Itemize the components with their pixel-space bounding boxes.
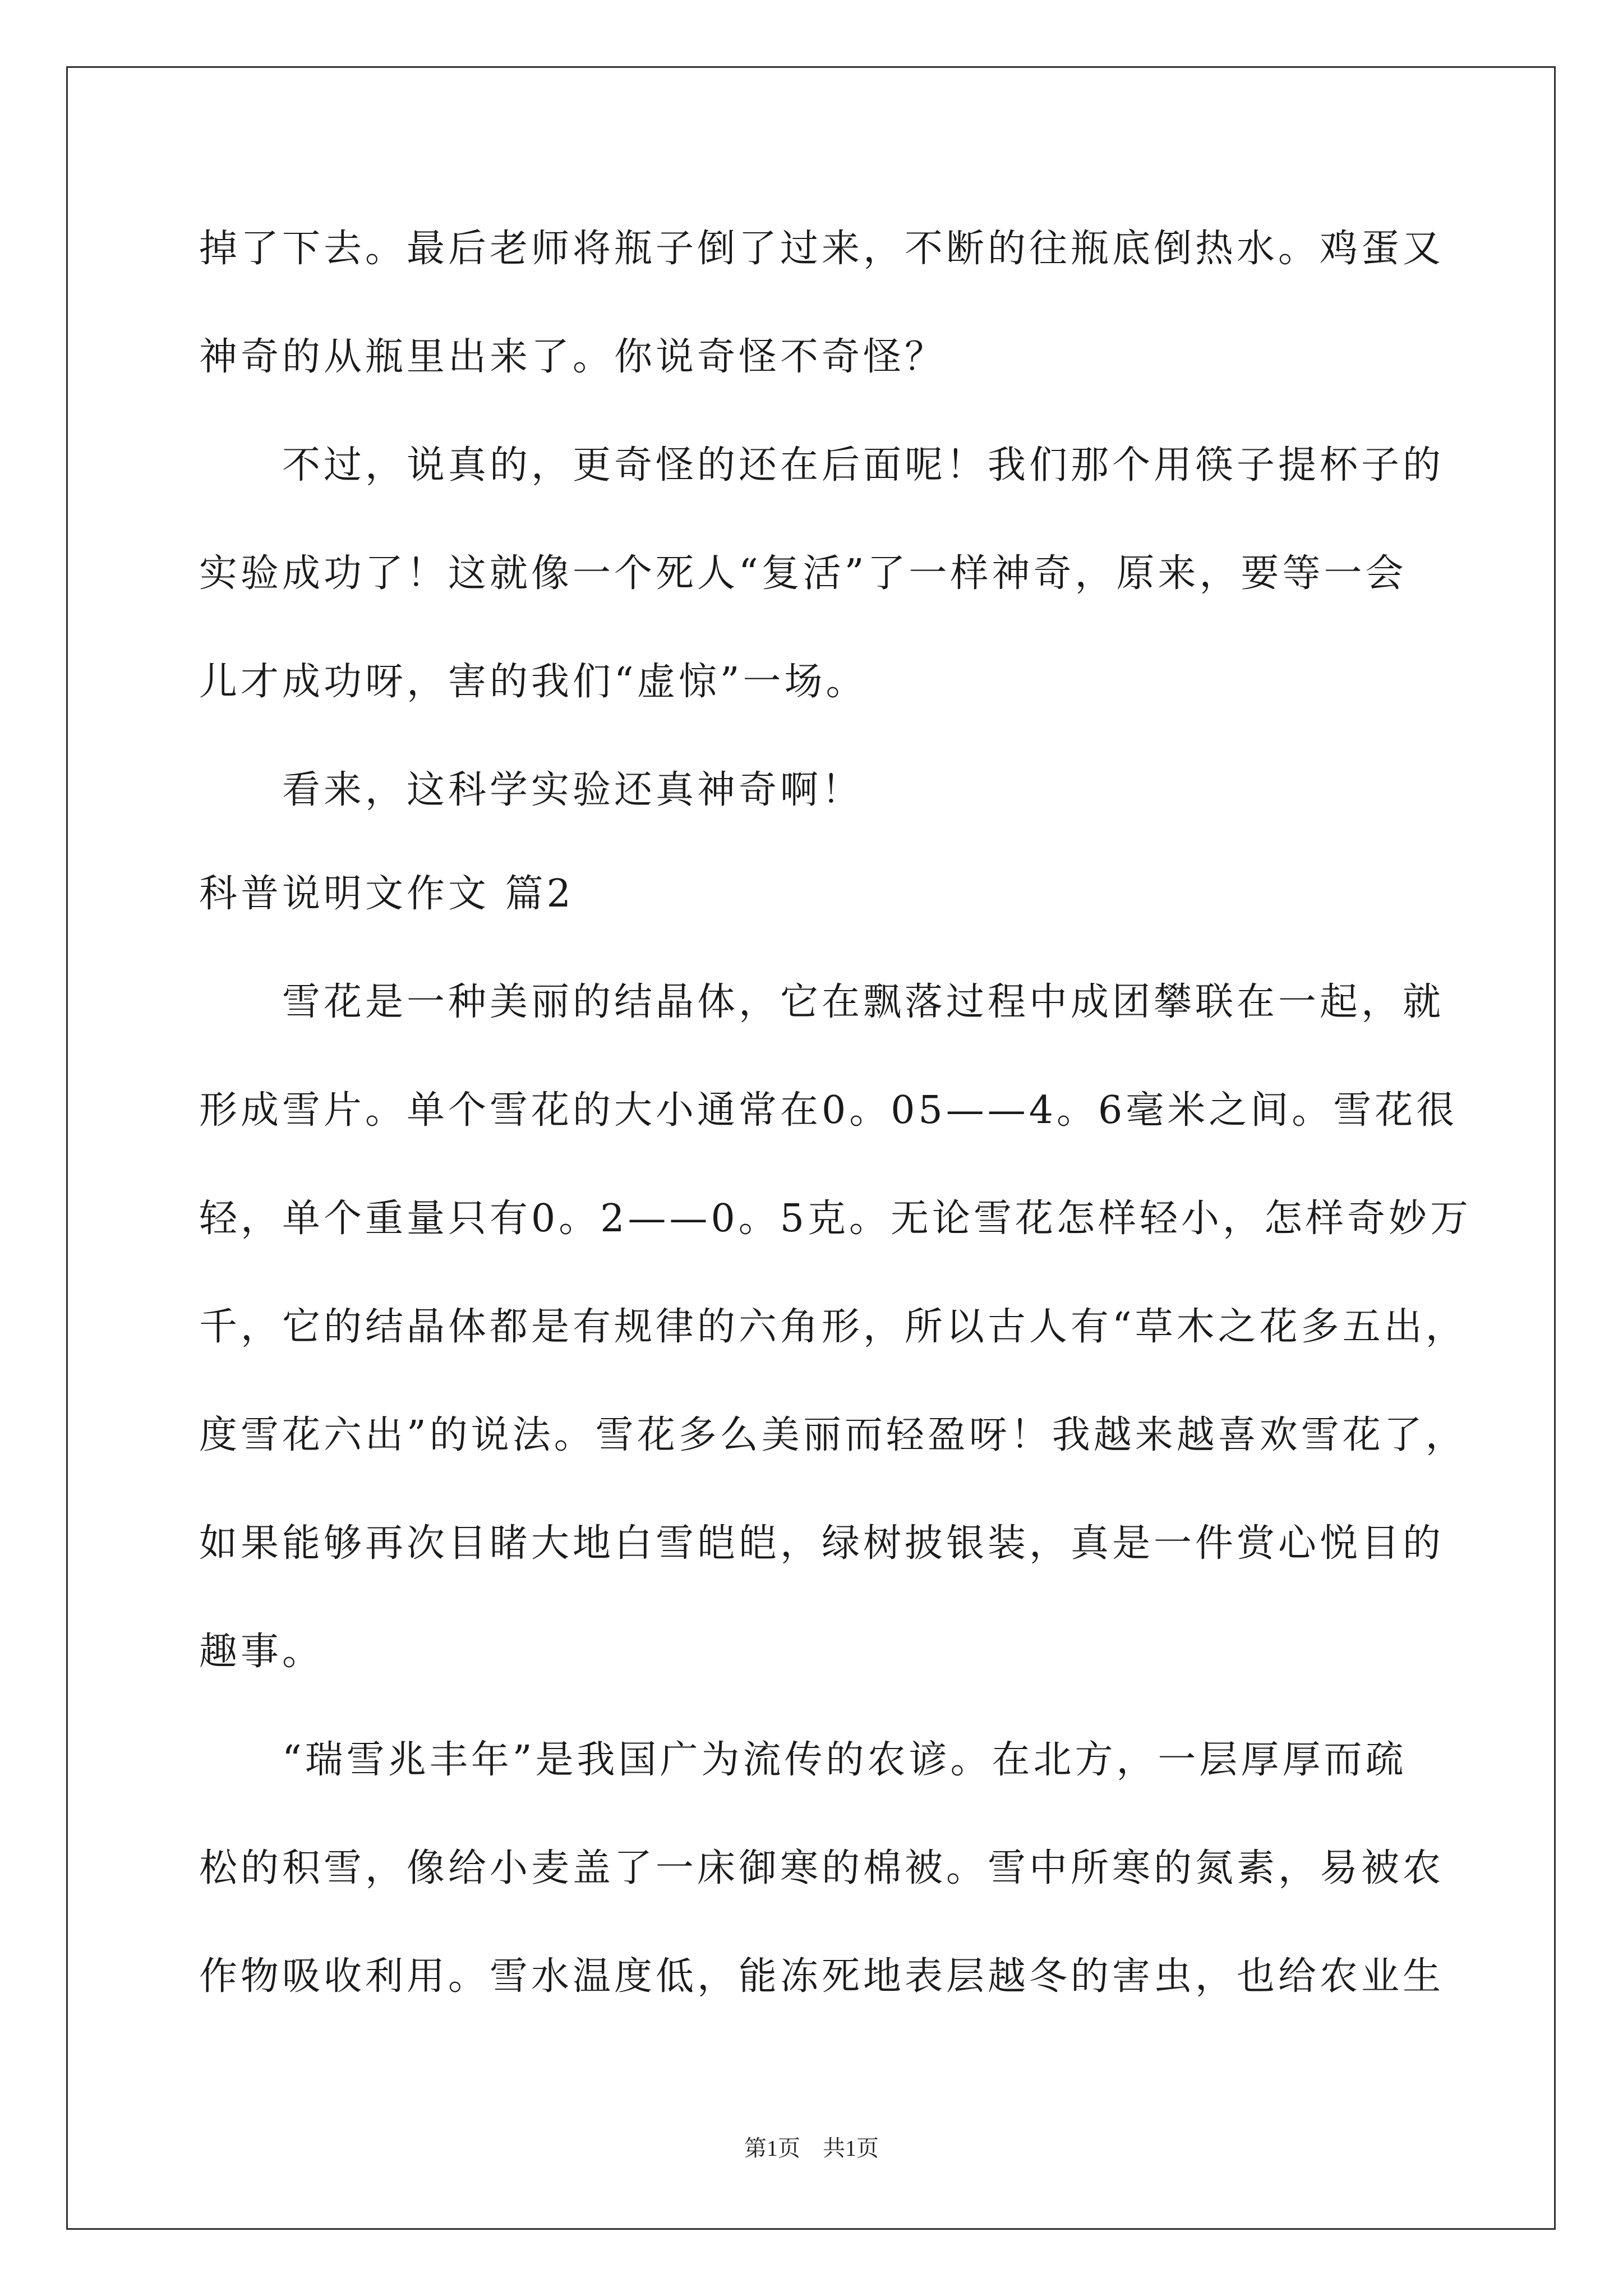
paragraph-line: 形成雪片。单个雪花的大小通常在0。05——4。6毫米之间。雪花很 xyxy=(199,1088,1458,1133)
paragraph-line: 千，它的结晶体都是有规律的六角形，所以古人有“草木之花多五出， xyxy=(199,1305,1467,1349)
paragraph-line: 神奇的从瓶里出来了。你说奇怪不奇怪？ xyxy=(199,335,947,379)
paragraph-line: 看来，这科学实验还真神奇啊！ xyxy=(282,768,864,812)
page-border xyxy=(66,66,1556,2230)
paragraph-line: 掉了下去。最后老师将瓶子倒了过来，不断的往瓶底倒热水。鸡蛋又 xyxy=(199,227,1445,271)
paragraph-line: 轻，单个重量只有0。2——0。5克。无论雪花怎样轻小，怎样奇妙万 xyxy=(199,1197,1472,1241)
paragraph-line: 不过，说真的，更奇怪的还在后面呢！我们那个用筷子提杯子的 xyxy=(282,443,1445,487)
section-heading: 科普说明文作文 篇2 xyxy=(199,872,574,916)
paragraph-line: 作物吸收利用。雪水温度低，能冻死地表层越冬的害虫，也给农业生 xyxy=(199,1954,1445,1999)
paragraph-line: 雪花是一种美丽的结晶体，它在飘落过程中成团攀联在一起，就 xyxy=(282,980,1445,1024)
page-number-footer: 第1页 共1页 xyxy=(744,2136,879,2161)
paragraph-line: 如果能够再次目睹大地白雪皑皑，绿树披银装，真是一件赏心悦目的 xyxy=(199,1521,1445,1566)
paragraph-line: 实验成功了！这就像一个死人“复活”了一样神奇，原来，要等一会 xyxy=(199,551,1407,596)
paragraph-line: 儿才成功呀，害的我们“虚惊”一场。 xyxy=(199,660,868,704)
paragraph-line: 度雪花六出”的说法。雪花多么美丽而轻盈呀！我越来越喜欢雪花了， xyxy=(199,1413,1467,1457)
paragraph-line: 趣事。 xyxy=(199,1630,324,1674)
paragraph-line: 松的积雪，像给小麦盖了一床御寒的棉被。雪中所寒的氮素，易被农 xyxy=(199,1846,1445,1890)
paragraph-line: “瑞雪兆丰年”是我国广为流传的农谚。在北方，一层厚厚而疏 xyxy=(282,1738,1407,1782)
